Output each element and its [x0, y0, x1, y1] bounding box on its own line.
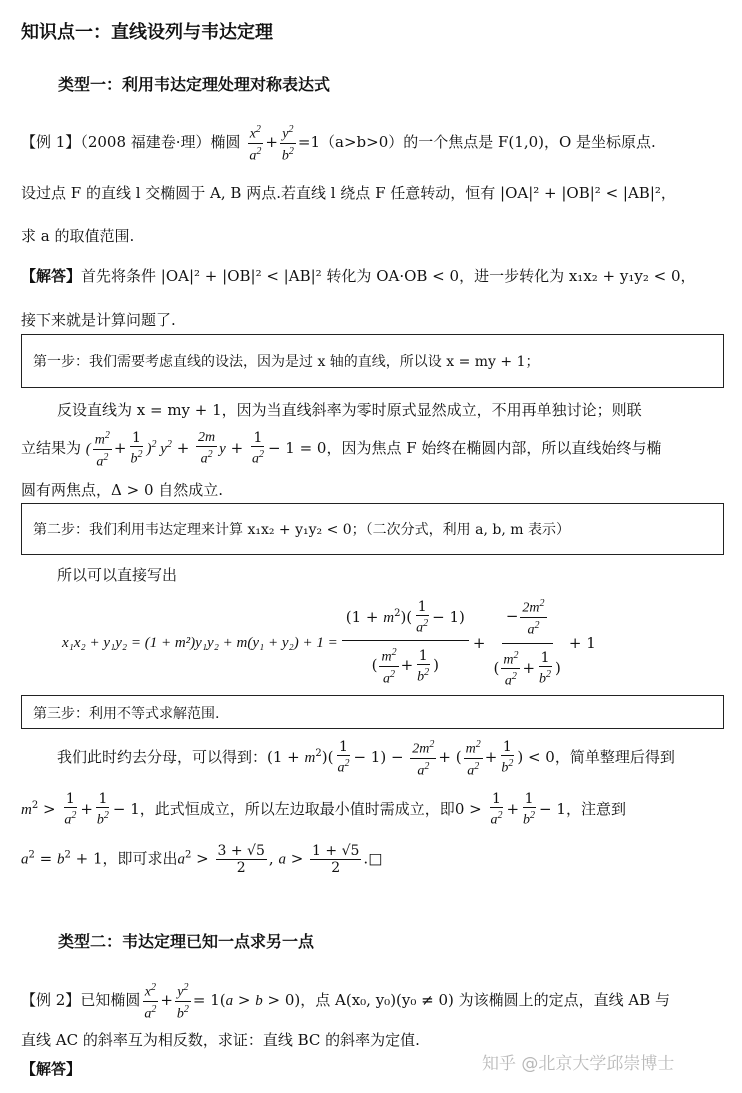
type2-heading: 类型二：韦达定理已知一点求另一点 [58, 932, 315, 951]
example2-a: 已知椭圆 [80, 991, 141, 1010]
equation-lhs: x₁x₂ + y₁y₂ = (1 + m²)y₁y₂ + m(y₁ + y₂) + 1 = [62, 634, 338, 651]
example2-line2: 直线 AC 的斜率互为相反数，求证：直线 BC 的斜率为定值. [21, 1031, 420, 1049]
p1-line1: 反设直线为 x = my + 1，因为当直线斜率为零时原式显然成立，不用再单独讨论；则联 [57, 401, 642, 419]
p1-line2-b: ，因为焦点 F 始终在椭圆内部，所以直线始终与椭 [326, 439, 662, 458]
example2-line1: 【例 2】已知椭圆 $\frac{x^2}{a^2}$ + $\frac{y^2}{b^2}$ = 1(a > b > 0)，点 A(x₀, y₀)(y₀ ≠ 0) 为该椭圆上的定点，直线 AB 与 [21, 982, 671, 1022]
frac-2m-a2: $\frac{2m}{a^2}$ [198, 430, 216, 467]
example1-source: （2008 福建卷·理）椭圆 [80, 133, 241, 152]
step1-text: 第一步：我们需要考虑直线的设法，因为是过 x 轴的直线，所以设 x = my + 1； [33, 354, 540, 370]
p3-line2: $m^2$ > $\frac{1}{a^2}$ + $\frac{1}{b^2}$ − 1，此式恒成立，所以左边取最小值时需成立，即0 > $\frac{1}{a^2}$ + $\frac{1}{b^2}$ − 1，注意到 [21, 791, 626, 828]
frac-m2-a2: $\frac{m^2}{a^2}$ [94, 430, 110, 470]
example2-label: 【例 2】 [21, 991, 81, 1010]
equation-frac1: $(1 + m^2)$( $\frac{1}{a^2}$ − 1) ( $\frac{m^2}{a^2}$ + $\frac{1}{b^2}$ ) [342, 599, 469, 688]
p3-line2-a: ，此式恒成立，所以左边取最小值时需成立，即 [139, 799, 455, 818]
p3-line3-text: ，即可求出 [102, 849, 178, 868]
section-title: 知识点一：直线设列与韦达定理 [21, 22, 273, 43]
answer1-text: 首先将条件 |OA|² + |OB|² < |AB|² 转化为 OA·OB < 0，进一步转化为 x₁x₂ + y₁y₂ < 0， [81, 267, 696, 285]
example1-line1: 【例 1】（2008 福建卷·理）椭圆 $\frac{x^2}{a^2}$ + $\frac{y^2}{b^2}$ =1（a>b>0）的一个焦点是 F(1,0)，O 是坐标原点. [21, 124, 656, 164]
step2-text: 第二步：我们利用韦达定理来计算 x₁x₂ + y₁y₂ < 0；（二次分式，利用 a, b, m 表示） [33, 522, 570, 538]
example1-line2: 设过点 F 的直线 l 交椭圆于 A, B 两点.若直线 l 绕点 F 任意转动，恒有 |OA|² + |OB|² < |AB|²， [21, 184, 676, 202]
example2-b: ，点 A(x₀, y₀)(y₀ ≠ 0) 为该椭圆上的定点，直线 AB 与 [300, 991, 671, 1010]
p3-line1-a: 我们此时约去分母，可以得到： [57, 748, 268, 767]
p3-line1-b: ，简单整理后得到 [554, 748, 675, 767]
answer1-label: 【解答】 [21, 267, 82, 285]
answer2-label: 【解答】 [21, 1060, 82, 1078]
p2-text: 所以可以直接写出 [57, 566, 178, 584]
example1-label: 【例 1】 [21, 133, 81, 152]
type1-heading: 类型一：利用韦达定理处理对称表达式 [58, 75, 331, 94]
p1-line2: 立结果为 ( $\frac{m^2}{a^2}$ + $\frac{1}{b^2}$ )$^2$ $y^2$ + $\frac{2m}{a^2}$ y + $\frac{1}{a^2}$ − 1 = 0，因为焦点 F 始终在椭圆内部，所以直线始终与椭 [21, 430, 662, 470]
step3-text: 第三步：利用不等式求解范围. [33, 706, 220, 722]
answer1-line2: 接下来就是计算问题了. [21, 311, 176, 329]
answer1-line1 [21, 266, 696, 286]
ellipse-frac-x: $\frac{x^2}{a^2}$ [249, 124, 262, 164]
p3-line1: 我们此时约去分母，可以得到：$(1 + m^2)$( $\frac{1}{a^2}$ − 1) − $\frac{2m^2}{a^2}$ + ( $\frac{m^2}{a^2}$ + $\frac{1}{b^2}$ ) < 0，简单整理后得到 [57, 739, 675, 779]
p3-line3: $a^2 = b^2 + 1$，即可求出$a^2$ > $\frac{3 + √5}{2}$ , a > $\frac{1 + √5}{2}$ .□ [21, 843, 383, 876]
p1-line3: 圆有两焦点，Δ > 0 自然成立. [21, 481, 224, 499]
example1-line3: 求 a 的取值范围. [21, 227, 135, 245]
vieta-equation: x₁x₂ + y₁y₂ = (1 + m²)y₁y₂ + m(y₁ + y₂) + 1 = $(1 + m^2)$( $\frac{1}{a^2}$ − 1) ( $\frac{m^2}{a^2}$ + $\frac{1}{b^2}$ ) + − $\frac{2m^2}{a^2}$ ( $\frac{m^2}{a^2}$ + $\frac{1}{b^2}$ ) + 1 [62, 598, 596, 689]
equation-frac2: − $\frac{2m^2}{a^2}$ ( $\frac{m^2}{a^2}$ + $\frac{1}{b^2}$ ) [493, 598, 561, 689]
example1-condition: （a>b>0）的一个焦点是 F(1,0)，O 是坐标原点. [320, 133, 656, 152]
frac-1-b2: $\frac{1}{b^2}$ [130, 430, 143, 467]
p1-line2-a: 立结果为 [21, 439, 82, 458]
watermark: 知乎 @北京大学邱崇博士 [482, 1054, 675, 1074]
ellipse-frac-y: $\frac{y^2}{b^2}$ [281, 124, 294, 164]
p3-line2-b: ，注意到 [565, 799, 626, 818]
frac-1-a2: $\frac{1}{a^2}$ [251, 430, 264, 467]
